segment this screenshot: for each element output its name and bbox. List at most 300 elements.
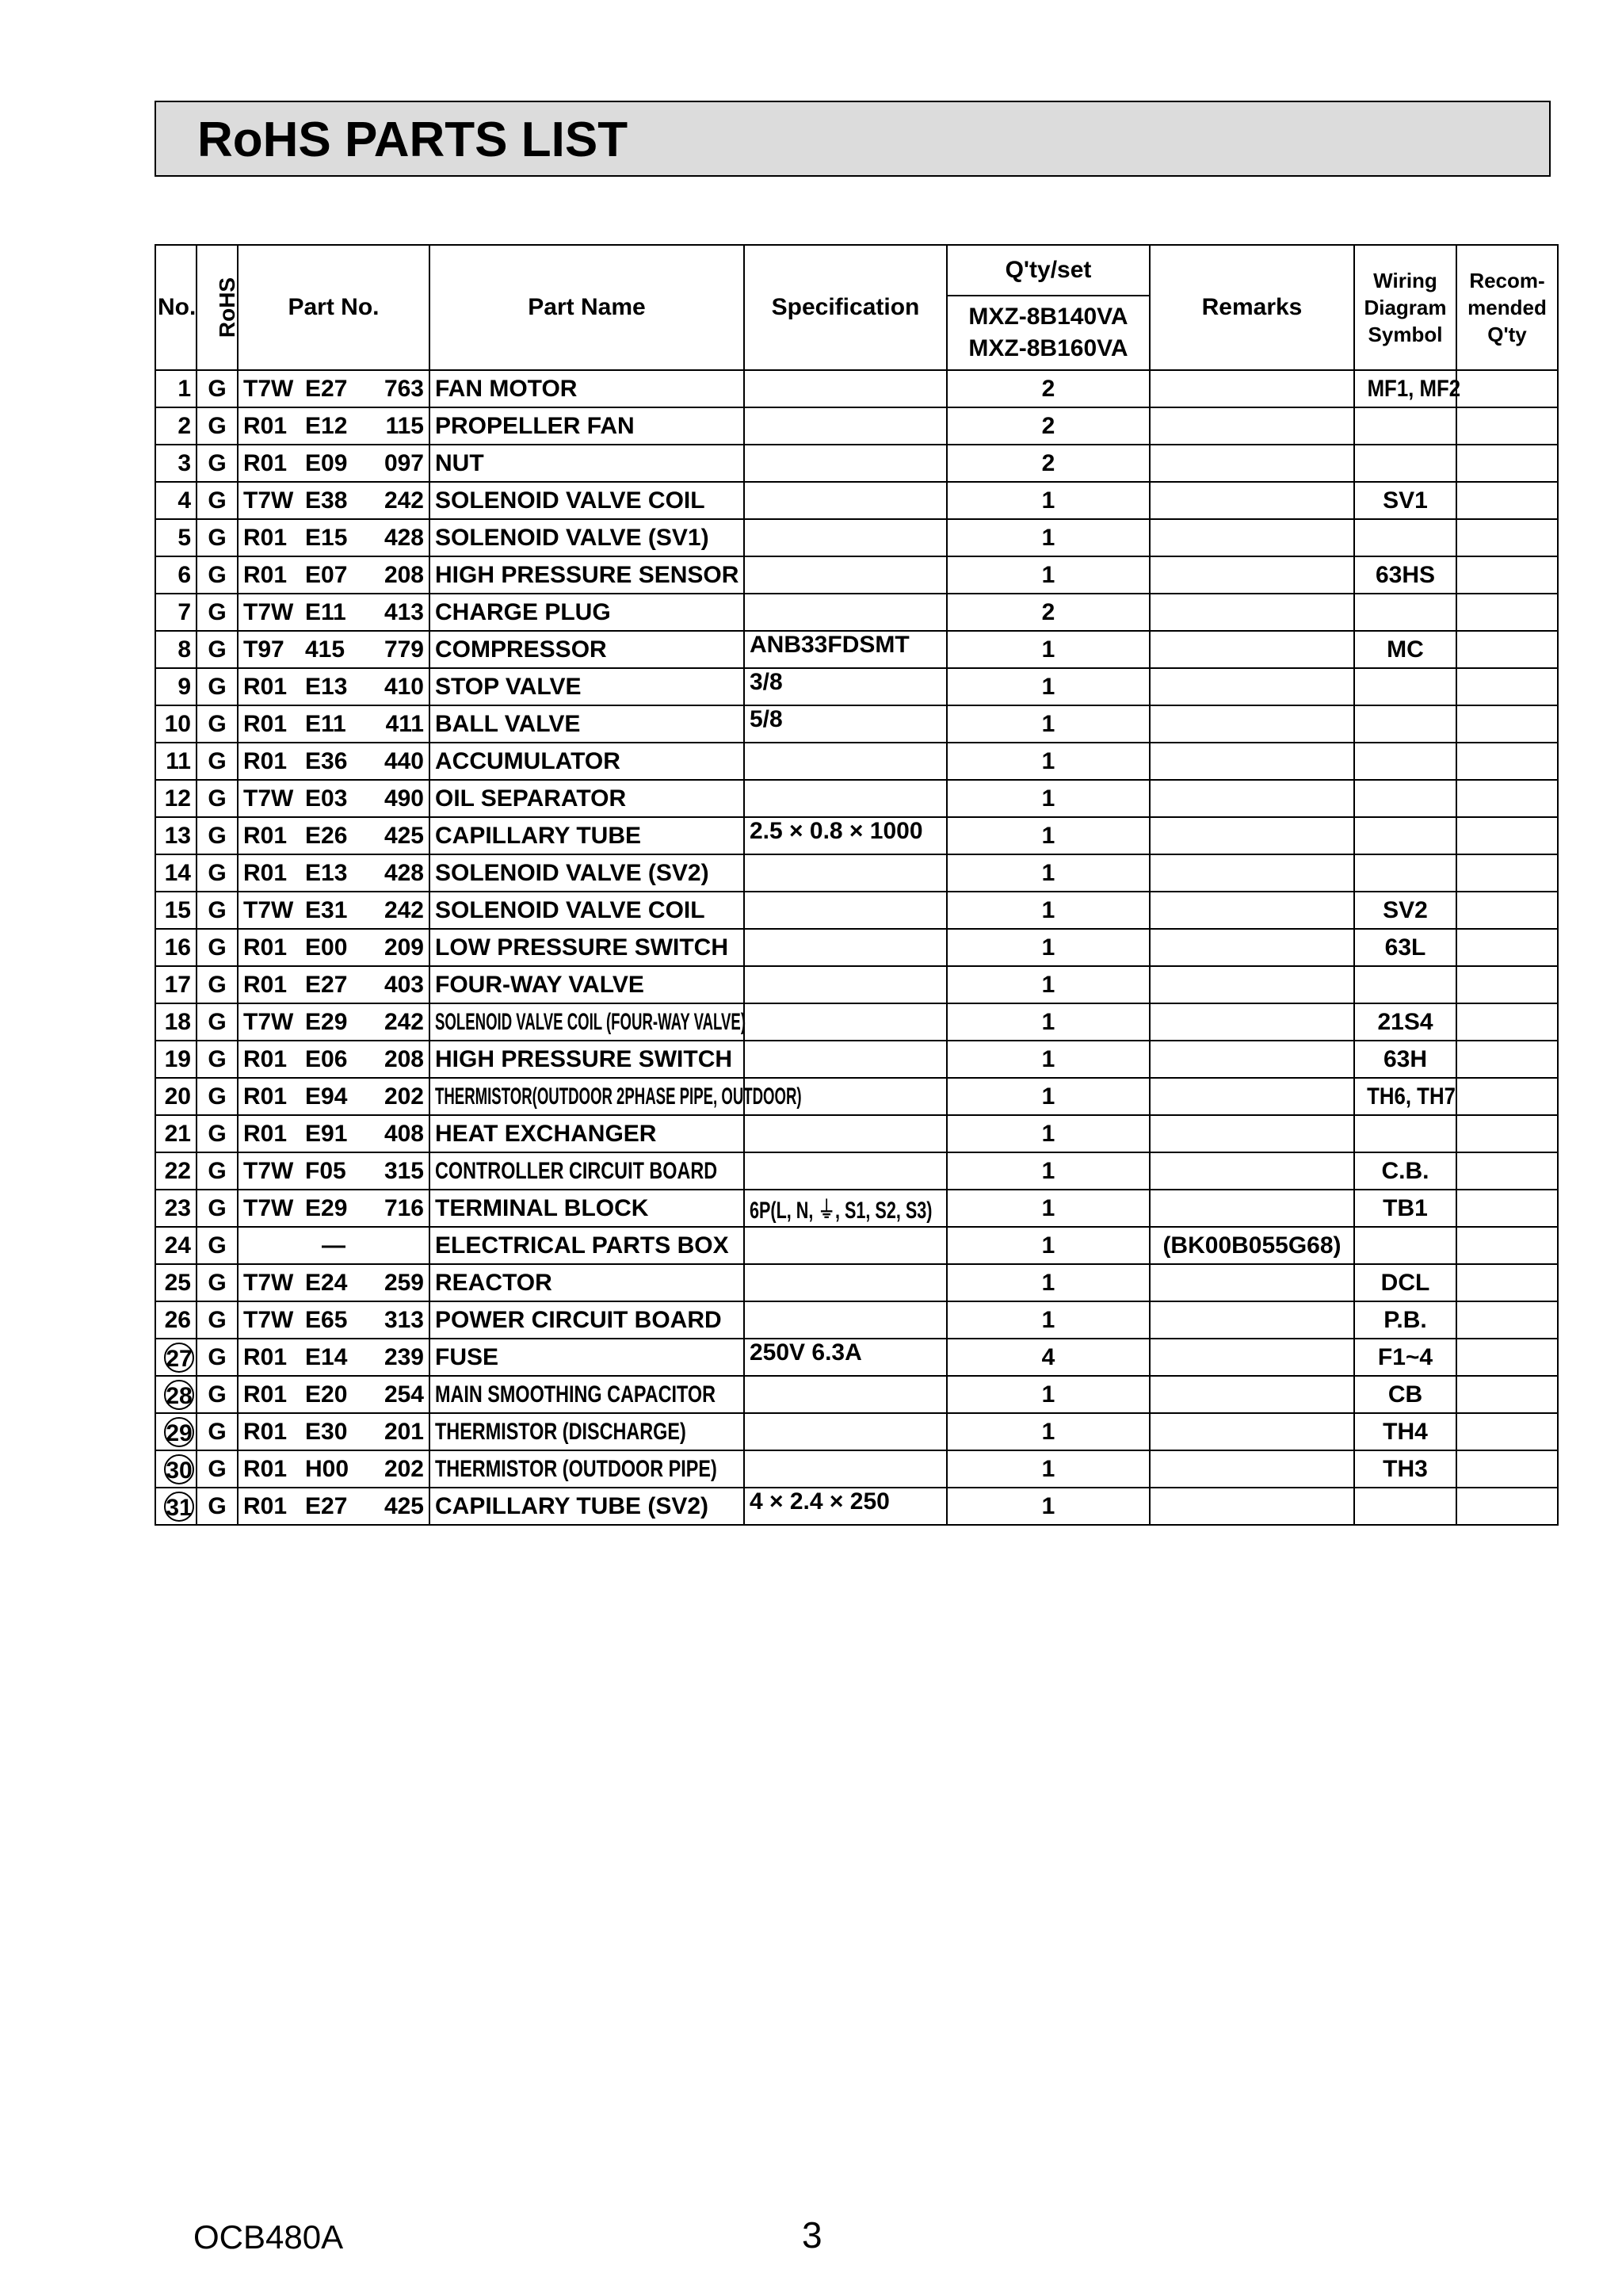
- specification: ANB33FDSMT: [750, 632, 910, 658]
- part-number-p2: E13: [305, 859, 348, 886]
- table-row: [155, 743, 1558, 780]
- part-number-p1: R01: [243, 673, 288, 700]
- wiring-symbol: MF1, MF2: [1367, 375, 1461, 402]
- wiring-symbol-cell: [1354, 519, 1456, 556]
- wiring-symbol-cell: [1354, 1152, 1456, 1190]
- table-row: [155, 1376, 1558, 1413]
- part-name: CONTROLLER CIRCUIT BOARD: [435, 1157, 718, 1184]
- row-number: [155, 1488, 197, 1525]
- quantity: 4: [947, 1339, 1150, 1376]
- quantity: 2: [947, 370, 1150, 407]
- part-number-p3: 242: [384, 487, 424, 514]
- part-name: SOLENOID VALVE COIL: [435, 487, 705, 514]
- quantity: 1: [947, 1115, 1150, 1152]
- part-number-p1: T7W: [243, 487, 294, 514]
- part-number-cell: [238, 1450, 429, 1488]
- header-model-1: MXZ-8B140VA: [968, 304, 1128, 330]
- part-number-p2: E06: [305, 1045, 348, 1072]
- quantity: 1: [947, 1488, 1150, 1525]
- row-number: 10: [155, 705, 197, 743]
- recommended-qty: [1456, 370, 1558, 407]
- header-remarks: Remarks: [1150, 245, 1354, 370]
- specification-cell: [744, 1301, 947, 1339]
- wiring-symbol-cell: [1354, 854, 1456, 892]
- part-number-p2: E31: [305, 896, 348, 923]
- quantity: 1: [947, 743, 1150, 780]
- specification-cell: [744, 631, 947, 668]
- rohs-cell: G: [197, 1115, 238, 1152]
- part-name-cell: [429, 1227, 744, 1264]
- part-name-cell: [429, 407, 744, 445]
- remarks: [1150, 1413, 1354, 1450]
- wiring-symbol-cell: [1354, 892, 1456, 929]
- table-row: [155, 556, 1558, 594]
- table-row: [155, 1152, 1558, 1190]
- specification-cell: [744, 892, 947, 929]
- part-number-p1: R01: [243, 412, 288, 439]
- part-number-p3: 209: [384, 934, 424, 961]
- part-name-cell: [429, 1115, 744, 1152]
- row-number: 7: [155, 594, 197, 631]
- part-name: FUSE: [435, 1343, 499, 1370]
- part-number-p2: E91: [305, 1120, 348, 1147]
- wiring-symbol-cell: [1354, 966, 1456, 1003]
- header-rohs-label: RoHS: [215, 277, 240, 338]
- wiring-symbol-cell: [1354, 1003, 1456, 1041]
- part-number: [243, 748, 424, 775]
- part-number-cell: [238, 817, 429, 854]
- remarks: [1150, 407, 1354, 445]
- part-number: [243, 1307, 424, 1334]
- part-name-cell: [429, 1152, 744, 1190]
- header-recommended-qty: [1456, 245, 1558, 370]
- header-qty-set: Q'ty/set: [947, 245, 1150, 296]
- part-number-p1: R01: [243, 1455, 288, 1482]
- specification-cell: [744, 556, 947, 594]
- row-number: 25: [155, 1264, 197, 1301]
- part-number-p1: T7W: [243, 896, 294, 923]
- part-name: SOLENOID VALVE (SV1): [435, 524, 709, 551]
- part-number: [243, 525, 424, 552]
- page-number: 3: [802, 2214, 822, 2256]
- part-number: [243, 1270, 424, 1297]
- part-name: FAN MOTOR: [435, 375, 578, 402]
- table-row: [155, 1264, 1558, 1301]
- header-rohs: [197, 245, 238, 370]
- part-number-p1: R01: [243, 710, 288, 737]
- part-number-p3: 259: [384, 1269, 424, 1296]
- recommended-qty: [1456, 966, 1558, 1003]
- specification: 6P(L, N, ⏚, S1, S2, S3): [750, 1198, 933, 1224]
- header-no: No.: [155, 245, 197, 370]
- recommended-qty: [1456, 1450, 1558, 1488]
- wiring-symbol: TH3: [1383, 1455, 1428, 1482]
- part-number-p2: 415: [305, 636, 345, 663]
- remarks: [1150, 1488, 1354, 1525]
- part-number-p3: 202: [384, 1455, 424, 1482]
- part-number-p1: T7W: [243, 1269, 294, 1296]
- part-number-cell: [238, 966, 429, 1003]
- recommended-qty: [1456, 1041, 1558, 1078]
- table-row: [155, 705, 1558, 743]
- table-row: [155, 1413, 1558, 1450]
- parts-table: [155, 244, 1559, 1526]
- part-number: [243, 487, 424, 514]
- part-number-p2: E27: [305, 375, 348, 402]
- remarks: [1150, 1115, 1354, 1152]
- table-row: [155, 892, 1558, 929]
- part-number-cell: [238, 1376, 429, 1413]
- rohs-cell: G: [197, 892, 238, 929]
- part-number: [243, 1195, 424, 1222]
- part-name-cell: [429, 1078, 802, 1115]
- part-number-cell: [238, 519, 429, 556]
- rohs-cell: G: [197, 1339, 238, 1376]
- part-name-cell: [429, 1376, 744, 1413]
- part-number-p3: 201: [384, 1418, 424, 1445]
- part-name-cell: [429, 780, 744, 817]
- part-number-p2: E15: [305, 524, 348, 551]
- part-number-p3: 716: [384, 1194, 424, 1221]
- recommended-qty: [1456, 705, 1558, 743]
- header-part-name: Part Name: [429, 245, 744, 370]
- part-number: [243, 562, 424, 589]
- part-number-cell: [238, 668, 429, 705]
- quantity: 1: [947, 668, 1150, 705]
- rohs-cell: G: [197, 966, 238, 1003]
- table-row: [155, 817, 1558, 854]
- part-number-p2: E07: [305, 561, 348, 588]
- wiring-symbol-cell: [1354, 631, 1456, 668]
- specification-cell: [744, 1190, 947, 1227]
- part-number: [243, 413, 424, 440]
- recommended-qty: [1456, 854, 1558, 892]
- part-name-cell: [429, 1301, 744, 1339]
- part-number: [243, 711, 424, 738]
- wiring-symbol-cell: [1354, 1041, 1456, 1078]
- part-name-cell: [429, 705, 744, 743]
- part-number: [243, 1381, 424, 1408]
- part-name: ACCUMULATOR: [435, 747, 620, 774]
- remarks: [1150, 556, 1354, 594]
- part-name: OIL SEPARATOR: [435, 785, 627, 812]
- table-row: [155, 1003, 1558, 1041]
- quantity: 2: [947, 407, 1150, 445]
- part-number-p1: R01: [243, 449, 288, 476]
- part-number: [243, 450, 424, 477]
- part-number-cell: [238, 743, 429, 780]
- part-name-cell: [429, 482, 744, 519]
- part-number-p2: E27: [305, 1492, 348, 1519]
- rohs-cell: G: [197, 1450, 238, 1488]
- part-number-p1: R01: [243, 934, 288, 961]
- part-number-p1: R01: [243, 822, 288, 849]
- part-number-cell: [238, 482, 429, 519]
- part-number-cell: [238, 370, 429, 407]
- part-name-cell: [429, 370, 744, 407]
- table-row: [155, 780, 1558, 817]
- part-number-p2: E36: [305, 747, 348, 774]
- specification-cell: [744, 854, 947, 892]
- quantity: 1: [947, 1190, 1150, 1227]
- part-number-p3: 779: [384, 636, 424, 663]
- row-number: [155, 1413, 197, 1450]
- specification-cell: [744, 1488, 947, 1525]
- rohs-cell: G: [197, 1041, 238, 1078]
- quantity: 1: [947, 780, 1150, 817]
- table-row: [155, 1301, 1558, 1339]
- part-number-p3: 242: [384, 1008, 424, 1035]
- quantity: 1: [947, 1264, 1150, 1301]
- part-number-cell: [238, 1041, 429, 1078]
- part-number-cell: [238, 1301, 429, 1339]
- rohs-cell: G: [197, 705, 238, 743]
- quantity: 1: [947, 705, 1150, 743]
- part-number-p3: 208: [384, 561, 424, 588]
- header-wiring-symbol: [1354, 245, 1456, 370]
- part-name-cell: [429, 594, 744, 631]
- part-name: PROPELLER FAN: [435, 412, 635, 439]
- rohs-cell: G: [197, 1376, 238, 1413]
- quantity: 1: [947, 1078, 1150, 1115]
- recommended-qty: [1456, 817, 1558, 854]
- part-number-p3: 428: [384, 859, 424, 886]
- part-number: [243, 1493, 424, 1520]
- part-name-cell: [429, 445, 744, 482]
- part-number-p3: 208: [384, 1045, 424, 1072]
- rohs-cell: G: [197, 1488, 238, 1525]
- rohs-cell: G: [197, 482, 238, 519]
- rohs-cell: G: [197, 1227, 238, 1264]
- recommended-qty: [1456, 594, 1558, 631]
- table-row: [155, 1488, 1558, 1525]
- circled-row-number: 27: [164, 1343, 194, 1373]
- part-number-p2: E94: [305, 1083, 348, 1110]
- remarks: [1150, 1264, 1354, 1301]
- part-number-p1: R01: [243, 1418, 288, 1445]
- quantity: 1: [947, 482, 1150, 519]
- remarks: [1150, 370, 1354, 407]
- part-number-p2: F05: [305, 1157, 346, 1184]
- wiring-symbol-cell: [1354, 1488, 1456, 1525]
- part-name-cell: [429, 966, 744, 1003]
- remarks: [1150, 1078, 1354, 1115]
- part-number: [243, 860, 424, 887]
- remarks: [1150, 1376, 1354, 1413]
- wiring-symbol: DCL: [1380, 1269, 1430, 1296]
- remarks: [1150, 482, 1354, 519]
- rohs-cell: G: [197, 1413, 238, 1450]
- title-box: [155, 101, 1551, 177]
- part-number-p2: E11: [305, 710, 346, 737]
- specification-cell: [744, 1450, 947, 1488]
- row-number: 3: [155, 445, 197, 482]
- wiring-symbol: 63H: [1383, 1045, 1428, 1072]
- recommended-qty: [1456, 1003, 1558, 1041]
- header-wiring-line1: Wiring: [1373, 269, 1437, 292]
- table-row: [155, 966, 1558, 1003]
- part-number: [243, 636, 424, 663]
- part-name-cell: [429, 854, 744, 892]
- part-number-dash: —: [322, 1232, 345, 1259]
- recommended-qty: [1456, 1115, 1558, 1152]
- header-rec-line1: Recom-: [1469, 269, 1545, 292]
- wiring-symbol-cell: [1354, 705, 1456, 743]
- wiring-symbol-cell: [1354, 1413, 1456, 1450]
- wiring-symbol: TH4: [1383, 1418, 1428, 1445]
- quantity: 2: [947, 594, 1150, 631]
- wiring-symbol: SV2: [1383, 896, 1428, 923]
- part-number: [243, 897, 424, 924]
- part-name: SOLENOID VALVE COIL (FOUR-WAY VALVE): [435, 1008, 746, 1035]
- recommended-qty: [1456, 556, 1558, 594]
- part-number-p1: R01: [243, 1120, 288, 1147]
- table-row: [155, 1450, 1558, 1488]
- wiring-symbol: SV1: [1383, 487, 1428, 514]
- part-number-cell: [238, 1115, 429, 1152]
- recommended-qty: [1456, 892, 1558, 929]
- part-name: HIGH PRESSURE SENSOR: [435, 561, 739, 588]
- specification: 2.5 × 0.8 × 1000: [750, 818, 923, 844]
- recommended-qty: [1456, 668, 1558, 705]
- row-number: 2: [155, 407, 197, 445]
- wiring-symbol: F1~4: [1377, 1343, 1433, 1370]
- part-number-p2: H00: [305, 1455, 349, 1482]
- part-number: [243, 785, 424, 812]
- part-name: POWER CIRCUIT BOARD: [435, 1306, 722, 1333]
- specification-cell: [744, 817, 947, 854]
- part-number-p3: 428: [384, 524, 424, 551]
- wiring-symbol-cell: [1354, 1450, 1456, 1488]
- remarks: [1150, 445, 1354, 482]
- row-number: 13: [155, 817, 197, 854]
- rohs-cell: G: [197, 445, 238, 482]
- page-title: RoHS PARTS LIST: [197, 113, 628, 167]
- remarks: [1150, 1152, 1354, 1190]
- circled-row-number: 30: [164, 1454, 194, 1484]
- wiring-symbol-cell: [1354, 1339, 1456, 1376]
- part-number: [243, 674, 424, 701]
- remarks: [1150, 966, 1354, 1003]
- part-number-p2: E20: [305, 1381, 348, 1408]
- remarks: [1150, 1450, 1354, 1488]
- part-number-p3: 313: [384, 1306, 424, 1333]
- wiring-symbol: 63HS: [1375, 561, 1436, 588]
- part-number-p3: 410: [384, 673, 424, 700]
- part-name-cell: [429, 1488, 744, 1525]
- specification-cell: [744, 966, 947, 1003]
- part-name-cell: [429, 556, 744, 594]
- circled-row-number: 28: [164, 1380, 194, 1410]
- part-number-p2: E26: [305, 822, 348, 849]
- part-number-p1: R01: [243, 561, 288, 588]
- part-number-cell: [238, 1488, 429, 1525]
- part-number-p2: E27: [305, 971, 348, 998]
- rohs-cell: G: [197, 1078, 238, 1115]
- part-name-cell: [429, 631, 744, 668]
- part-number: [243, 1232, 424, 1259]
- rohs-cell: G: [197, 817, 238, 854]
- part-number-p2: E38: [305, 487, 348, 514]
- table-row: [155, 668, 1558, 705]
- row-number: 24: [155, 1227, 197, 1264]
- part-number-cell: [238, 854, 429, 892]
- row-number: 8: [155, 631, 197, 668]
- part-name-cell: [429, 1413, 744, 1450]
- part-name-cell: [429, 1264, 744, 1301]
- recommended-qty: [1456, 1339, 1558, 1376]
- part-name: SOLENOID VALVE (SV2): [435, 859, 709, 886]
- rohs-cell: G: [197, 370, 238, 407]
- part-number-p2: E30: [305, 1418, 348, 1445]
- specification-cell: [744, 1339, 947, 1376]
- part-number-cell: [238, 594, 429, 631]
- remarks: [1150, 743, 1354, 780]
- rohs-cell: G: [197, 1003, 238, 1041]
- recommended-qty: [1456, 1152, 1558, 1190]
- part-name-cell: [429, 892, 744, 929]
- quantity: 1: [947, 966, 1150, 1003]
- wiring-symbol-cell: [1354, 1301, 1456, 1339]
- part-number-p3: 403: [384, 971, 424, 998]
- part-number-cell: [238, 929, 429, 966]
- header-wiring-line2: Diagram: [1364, 296, 1447, 319]
- part-name: HIGH PRESSURE SWITCH: [435, 1045, 733, 1072]
- part-name: MAIN SMOOTHING CAPACITOR: [435, 1381, 716, 1408]
- recommended-qty: [1456, 482, 1558, 519]
- header-rec-line2: mended: [1467, 296, 1547, 319]
- specification-cell: [744, 445, 947, 482]
- part-number-p1: R01: [243, 859, 288, 886]
- quantity: 2: [947, 445, 1150, 482]
- rohs-cell: G: [197, 407, 238, 445]
- quantity: 1: [947, 929, 1150, 966]
- part-name-cell: [429, 743, 744, 780]
- part-name: THERMISTOR(OUTDOOR 2PHASE PIPE, OUTDOOR): [435, 1083, 802, 1110]
- specification-cell: [744, 1152, 947, 1190]
- part-number-p3: 115: [385, 412, 424, 439]
- table-row: [155, 1190, 1558, 1227]
- specification-cell: [744, 1376, 947, 1413]
- part-number-cell: [238, 892, 429, 929]
- row-number: 15: [155, 892, 197, 929]
- row-number: 21: [155, 1115, 197, 1152]
- header-models: [947, 296, 1150, 370]
- part-number-p1: R01: [243, 1492, 288, 1519]
- specification-cell: [744, 1003, 947, 1041]
- quantity: 1: [947, 1376, 1150, 1413]
- part-number-p1: T97: [243, 636, 284, 663]
- table-row: [155, 1041, 1558, 1078]
- table-row: [155, 1078, 1558, 1115]
- specification-cell: [744, 482, 947, 519]
- specification-cell: [744, 743, 947, 780]
- part-name: THERMISTOR (OUTDOOR PIPE): [435, 1455, 717, 1482]
- table-row: [155, 482, 1558, 519]
- part-number-p1: R01: [243, 1045, 288, 1072]
- part-number-p3: 490: [384, 785, 424, 812]
- wiring-symbol-cell: [1354, 1078, 1456, 1115]
- recommended-qty: [1456, 519, 1558, 556]
- quantity: 1: [947, 1041, 1150, 1078]
- rohs-cell: G: [197, 519, 238, 556]
- quantity: 1: [947, 631, 1150, 668]
- table-row: [155, 445, 1558, 482]
- part-number: [243, 1456, 424, 1483]
- part-number: [243, 1419, 424, 1446]
- remarks: [1150, 854, 1354, 892]
- part-name: ELECTRICAL PARTS BOX: [435, 1232, 729, 1259]
